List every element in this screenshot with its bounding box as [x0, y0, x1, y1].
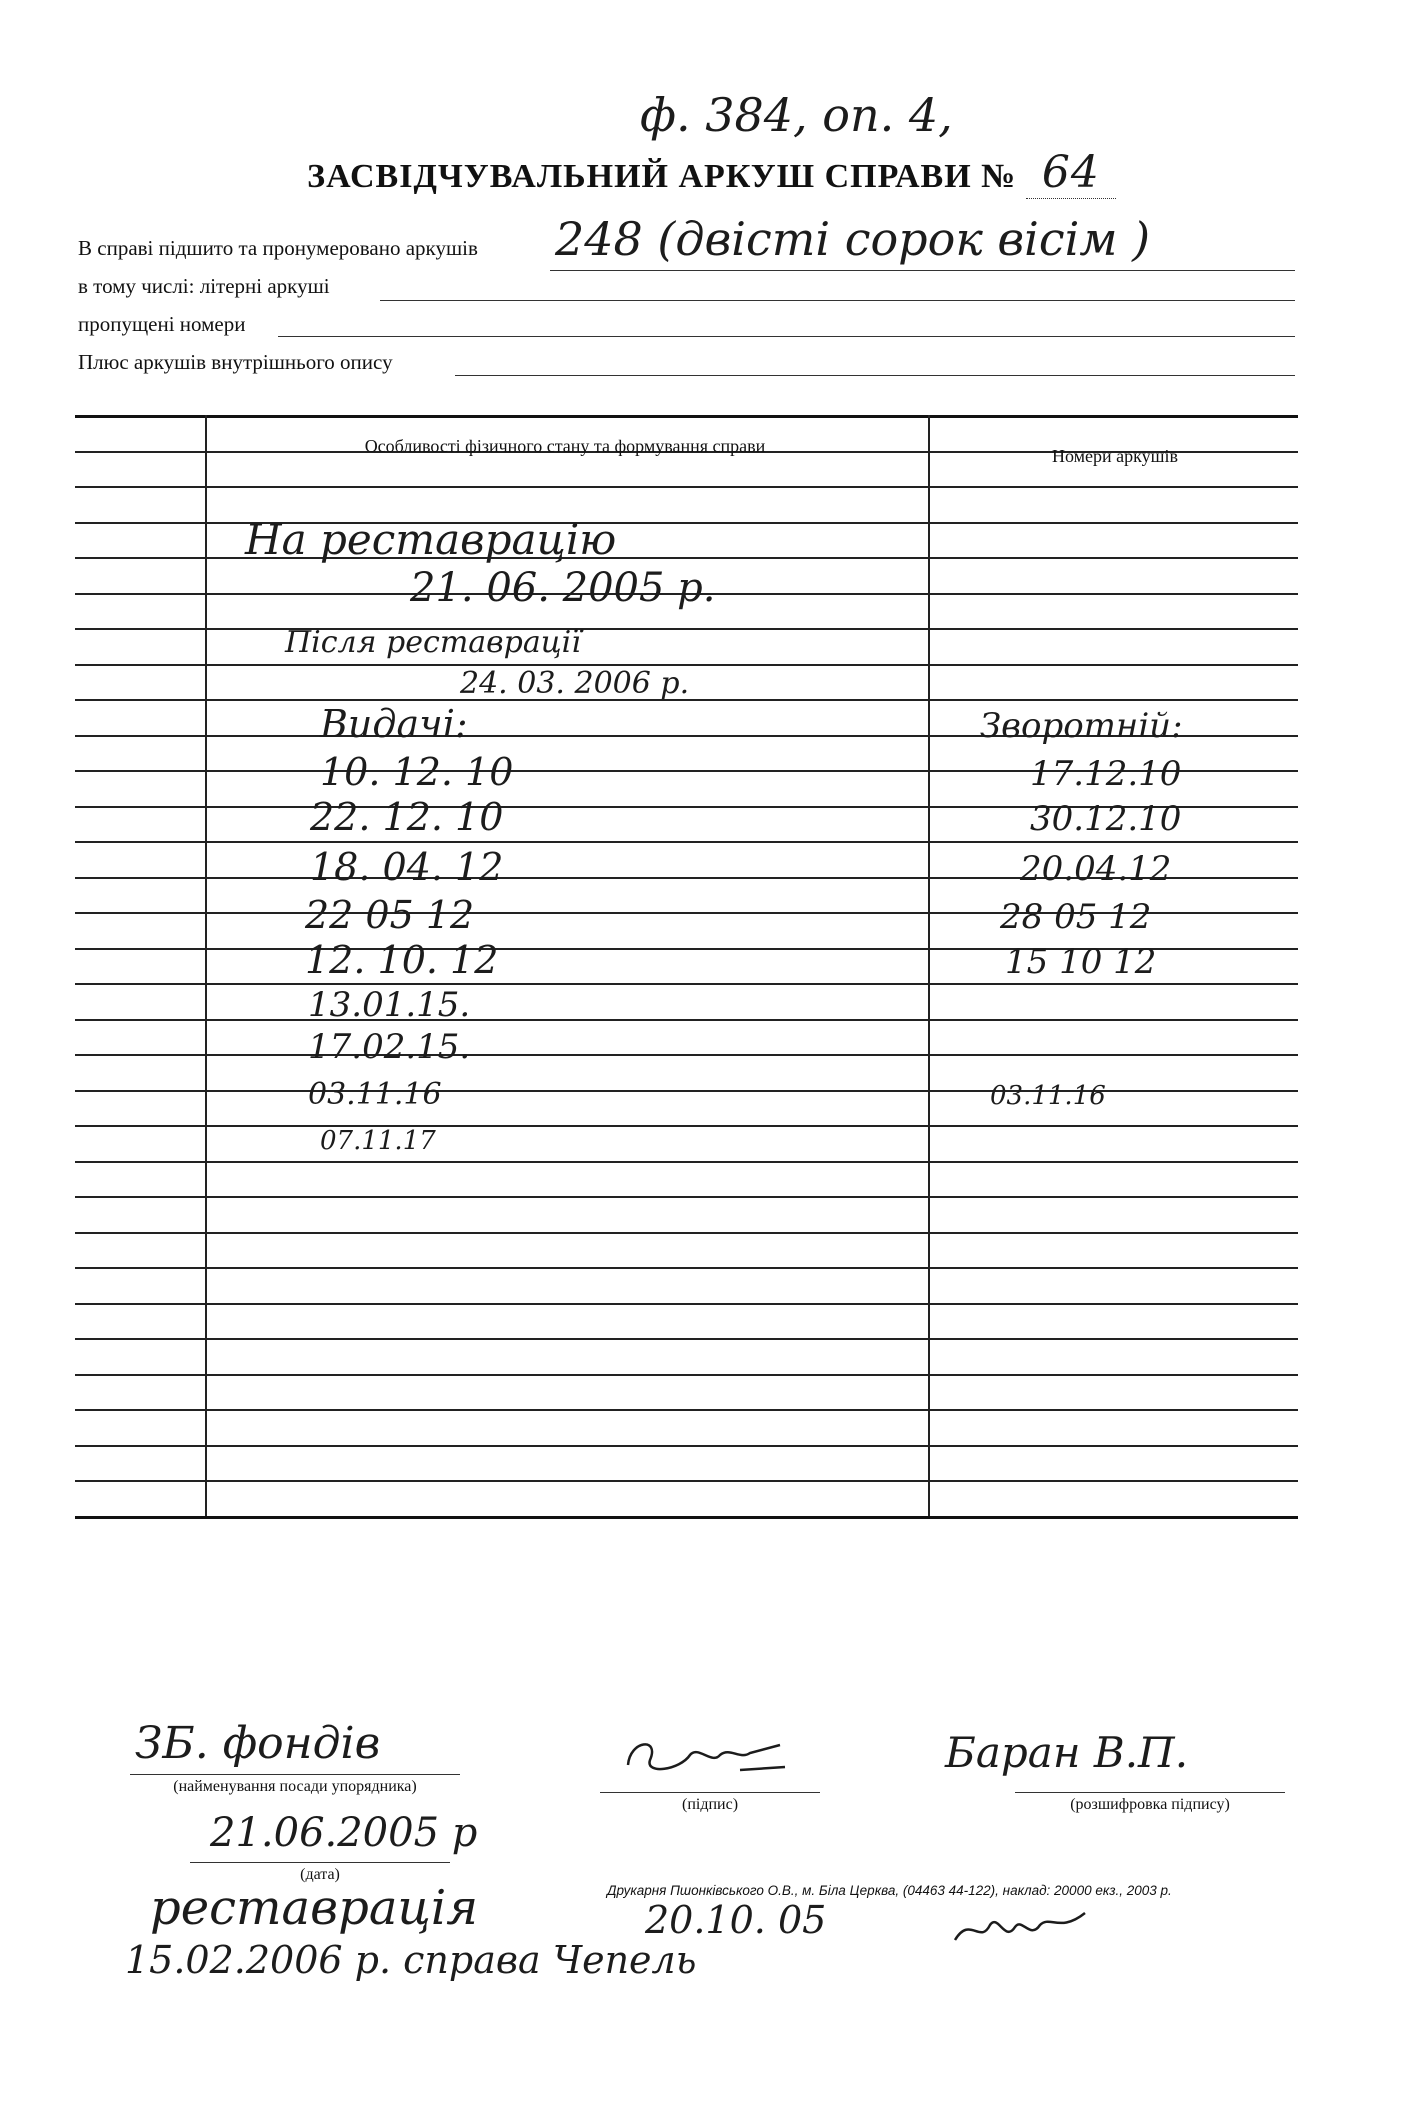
table-rule — [75, 1409, 1298, 1411]
table-rule — [75, 1196, 1298, 1198]
table-row-sheet-numbers: 30.12.10 — [1030, 799, 1182, 839]
table-row-condition: 17.02.15. — [308, 1027, 471, 1067]
table-row-sheet-numbers: Зворотній: — [980, 706, 1183, 746]
date-value: 21.06.2005 р — [210, 1810, 478, 1856]
table-row-condition: 07.11.17 — [320, 1126, 436, 1156]
table-rule — [75, 1445, 1298, 1447]
field-inner-inventory-underline — [455, 375, 1295, 376]
table-rule — [75, 628, 1298, 630]
table-row-sheet-numbers: 15 10 12 — [1005, 942, 1157, 982]
position-caption: (найменування посади упорядника) — [173, 1778, 417, 1795]
field-missing-numbers-label: пропущені номери — [78, 312, 246, 336]
table-row-condition: На реставрацію — [245, 515, 617, 564]
document-title — [0, 147, 1423, 199]
table-rule — [75, 1090, 1298, 1092]
table-row-condition: 12. 10. 12 — [305, 938, 499, 982]
field-missing-numbers-underline — [278, 336, 1295, 337]
table-rule — [75, 1232, 1298, 1234]
table-rule — [75, 1374, 1298, 1376]
field-inner-inventory-label: Плюс аркушів внутрішнього опису — [78, 350, 393, 374]
date-caption: (дата) — [300, 1866, 340, 1883]
table-rule — [75, 1161, 1298, 1163]
table-row-condition: 10. 12. 10 — [320, 750, 514, 794]
table-rule — [75, 1480, 1298, 1482]
case-number: 64 — [1026, 147, 1116, 199]
table-rule — [75, 1019, 1298, 1021]
table-rule — [75, 1125, 1298, 1127]
table-rule — [75, 983, 1298, 985]
note-date: 20.10. 05 — [645, 1898, 827, 1942]
table-row-condition: 21. 06. 2005 р. — [410, 565, 716, 611]
field-sheets-value: 248 (двісті сорок вісім ) — [555, 212, 1151, 266]
note-case-restoration: 15.02.2006 р. справа Чепель — [125, 1938, 697, 1982]
signature-mark — [620, 1735, 790, 1785]
field-sheets-underline — [550, 270, 1295, 271]
table-row-condition: 24. 03. 2006 р. — [460, 666, 690, 701]
signature-underline — [600, 1792, 820, 1793]
note-signature-mark — [950, 1905, 1090, 1950]
table-row-sheet-numbers: 17.12.10 — [1030, 754, 1182, 794]
signature-caption: (підпис) — [681, 1796, 739, 1813]
table-rule — [75, 841, 1298, 843]
table-rule — [75, 1338, 1298, 1340]
table-row-condition: 22 05 12 — [305, 893, 475, 937]
table-rule — [75, 415, 1298, 418]
printer-imprint: Друкарня Пшонківського О.В., м. Біла Церква, (04463 44-122), наклад: 20000 екз., 2003 р. — [607, 1883, 1172, 1898]
table-rule — [75, 486, 1298, 488]
decoding-value: Баран В.П. — [945, 1728, 1189, 1777]
field-letter-sheets-label: в тому числі: літерні аркуші — [78, 274, 330, 298]
title-text: ЗАСВІДЧУВАЛЬНИЙ АРКУШ СПРАВИ № — [307, 158, 1017, 195]
table-row-condition: Видачі: — [320, 702, 468, 746]
table-row-sheet-numbers: 20.04.12 — [1020, 849, 1172, 889]
table-row-sheet-numbers: 28 05 12 — [1000, 897, 1152, 937]
position-underline — [130, 1774, 460, 1775]
table-row-condition: 18. 04. 12 — [310, 845, 504, 889]
archive-reference: ф. 384, оп. 4, — [640, 88, 953, 142]
column-header-condition: Особливості фізичного стану та формування справи — [364, 436, 766, 456]
field-sheets-label: В справі підшито та пронумеровано аркушів — [78, 236, 478, 260]
table-column-divider — [928, 415, 930, 1516]
table-row-condition: 03.11.16 — [308, 1077, 442, 1112]
table-row-sheet-numbers: 03.11.16 — [990, 1081, 1106, 1111]
decoding-caption: (розшифровка підпису) — [1070, 1796, 1230, 1813]
date-underline — [190, 1862, 450, 1863]
table-row-condition: 13.01.15. — [308, 985, 471, 1025]
table-rule — [75, 1303, 1298, 1305]
field-letter-sheets-underline — [380, 300, 1295, 301]
table-rule — [75, 1267, 1298, 1269]
table-row-condition: Після реставрації — [285, 625, 581, 660]
table-column-divider — [205, 415, 207, 1516]
decoding-underline — [1015, 1792, 1285, 1793]
table-rule — [75, 1054, 1298, 1056]
table-row-condition: 22. 12. 10 — [310, 795, 504, 839]
column-header-sheet-numbers: Номери аркушів — [1051, 446, 1178, 466]
table-rule — [75, 1516, 1298, 1519]
note-restoration: реставрація — [150, 1880, 479, 1936]
position-value: ЗБ. фондів — [135, 1718, 381, 1769]
